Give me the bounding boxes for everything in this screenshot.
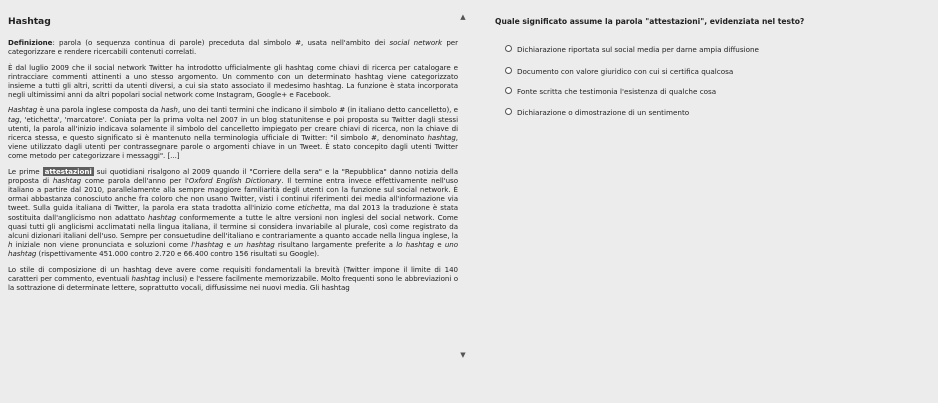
answer-option-label: Documento con valore giuridico con cui si certifica qualcosa	[517, 67, 734, 76]
paragraph-text: (rispettivamente 451.000 contro 2.720 e 66.400 contro 156 risultati su Google).	[36, 249, 320, 259]
paragraph-text: un hashtag	[234, 240, 275, 250]
paragraph-text: hash	[160, 105, 178, 115]
paragraph-text: per categorizzare e rendere ricercabili contenuti correlati.	[8, 38, 458, 57]
radio-button-icon[interactable]	[505, 67, 512, 74]
answer-option-label: Fonte scritta che testimonia l'esistenza di qualche cosa	[517, 87, 717, 96]
answer-option-2[interactable]	[505, 67, 925, 76]
paragraph-text: Definizione	[8, 38, 53, 48]
paragraph-text: : parola (o sequenza continua di parole) preceduta dal simbolo #, usata nell'ambito dei	[52, 38, 390, 48]
article-paragraph	[8, 265, 458, 293]
radio-button-icon[interactable]	[505, 108, 512, 115]
paragraph-text: , viene utilizzato dagli utenti per contrassegnare parole o argomenti chiave in un Tweet. È stato concepito dagli utenti Twitter come metodo per categorizzare i messaggi". [...]	[8, 133, 458, 161]
highlighted-word: attestazioni	[44, 166, 92, 176]
paragraph-text: Oxford English Dictionary	[188, 175, 282, 185]
paragraph-text: lo hashtag	[396, 240, 434, 250]
article	[8, 17, 458, 298]
paragraph-text: , uno dei tanti termini che indicano il simbolo # (in italiano detto cancelletto), e	[177, 105, 458, 115]
paragraph-text: social network	[389, 38, 443, 48]
paragraph-text: tag	[8, 114, 20, 124]
scroll-down-arrow-icon[interactable]: ▼	[460, 351, 466, 359]
paragraph-text: Le prime	[8, 166, 43, 176]
reading-scrollbar[interactable]	[459, 14, 467, 359]
paragraph-text: sui quotidiani risalgono al 2009 quando il "Corriere della sera" e la "Repubblica" danno notizia della proposta di	[8, 166, 459, 185]
paragraph-text: è una parola inglese composta da	[37, 105, 161, 115]
paragraph-text: iniziale non viene pronunciata e soluzioni come	[12, 240, 192, 250]
reading-fade	[0, 393, 470, 403]
answer-option-1[interactable]	[505, 45, 925, 54]
radio-button-icon[interactable]	[505, 45, 512, 52]
scroll-up-arrow-icon[interactable]: ▲	[460, 13, 466, 21]
paragraph-text: hashtag	[52, 175, 82, 185]
paragraph-text: , 'etichetta', 'marcatore'. Coniata per la prima volta nel 2007 in un blog statunitense e poi proposta su Twitter dagli stessi utenti, la parola all'inizio indicava solamente il simbolo del cancelletto impiegato per creare chiavi di ricerca, non la chiave di ricerca stessa, e questo significato si è mantenuto nella terminologia ufficiale di Twitter: "il simbolo #, denominato	[8, 114, 458, 143]
article-paragraph	[8, 63, 458, 100]
paragraph-text: Hashtag	[8, 105, 38, 115]
paragraph-text: etichetta	[297, 203, 329, 213]
paragraph-text: hashtag	[147, 212, 177, 222]
paragraph-text: uno hashtag	[8, 240, 458, 259]
paragraph-text: come parola dell'anno per l'	[81, 175, 189, 185]
article-title: Hashtag	[8, 16, 51, 27]
question-pane	[490, 0, 938, 403]
paragraph-text: hashtag	[131, 273, 160, 283]
answer-option-3[interactable]	[505, 87, 925, 96]
paragraph-text: È dal luglio 2009 che il social network Twitter ha introdotto ufficialmente gli hashtag come chiavi di ricerca per catalogare e rintracciare commenti attinenti a uno stesso argomento. Un commento con un determinato hashtag viene categorizzato insieme a tutti gli altri, scritti da utenti diversi, a cui sia stato associato il medesimo hashtag. La funzione è stata incorporata negli ultimissimi anni da altri popolari social network come Instagram, Google+ e Facebook.	[8, 62, 458, 100]
paragraph-text: , ma dal 2013 la traduzione è stata sostituita dall'anglicismo non adattato	[8, 203, 458, 222]
paragraph-text: risultano largamente preferite a	[274, 240, 397, 250]
answer-option-label: Dichiarazione riportata sul social media per darne ampia diffusione	[517, 45, 759, 54]
paragraph-text: h	[8, 240, 13, 250]
paragraph-text: l'hashtag	[191, 240, 224, 250]
paragraph-text: e	[434, 240, 445, 250]
article-paragraph	[8, 105, 458, 160]
paragraph-text: inclusi) e l'essere facilmente memorizzabile. Molto frequenti sono le abbreviazioni o la sottrazione di determinate lettere, soprattutto vocali, diffusissime nei nuovi media. Gli hashtag	[8, 273, 458, 293]
question-text: Quale significato assume la parola "attestazioni", evidenziata nel testo?	[495, 17, 805, 26]
paragraph-text: Lo stile di composizione di un hashtag deve avere come requisiti fondamentali la brevità (Twitter impone il limite di 140 caratteri per commento, eventuali	[8, 264, 458, 283]
paragraph-text: hashtag	[427, 133, 456, 143]
paragraph-text: . Il termine entra invece effettivamente nell'uso italiano a partire dal 2010, parallelamente alla sempre maggiore familiarità degli utenti con la funzione sul social network. È ormai abbastanza conosciuto anche fra coloro che non usano Twitter, visti i continui riferimenti dei media all'informazione via tweet. Sulla guida italiana di Twitter, la parola era stata tradotta all'inizio come	[8, 175, 458, 213]
paragraph-text: conformemente a tutte le altre versioni non inglesi del social network. Come quasi tutti gli anglicismi acclimatati nella lingua italiana, il termine si considera invariabile al plurale, così come registrato da alcuni dizionari italiani dell'uso. Sempre per consuetudine dell'italiano e contrariamente a quanto accade nella lingua inglese, la	[8, 212, 459, 241]
article-body	[8, 38, 458, 292]
radio-button-icon[interactable]	[505, 87, 512, 94]
article-paragraph	[8, 38, 458, 56]
paragraph-text: e	[223, 240, 235, 250]
answer-option-label: Dichiarazione o dimostrazione di un sentimento	[517, 108, 690, 117]
answer-option-4[interactable]	[505, 108, 925, 117]
article-paragraph	[8, 167, 458, 259]
